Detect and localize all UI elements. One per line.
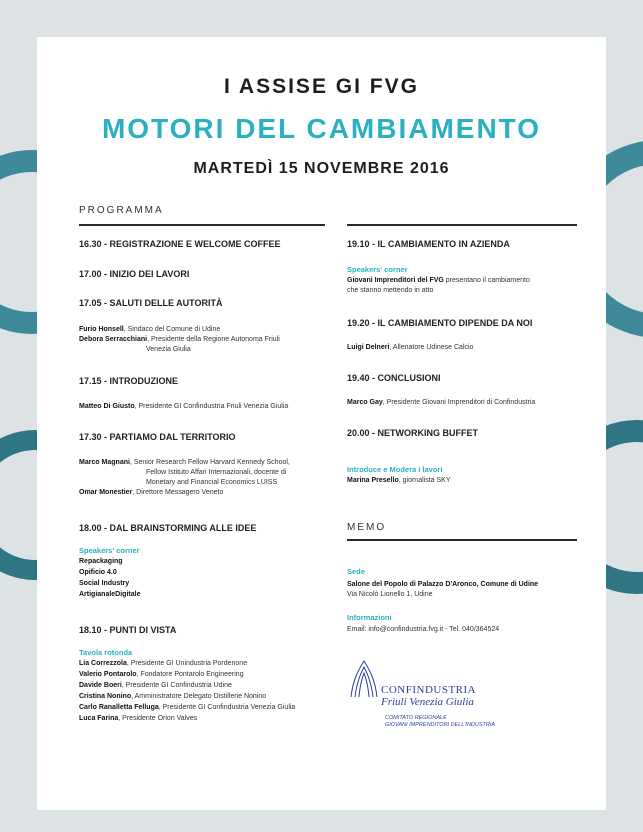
speaker <box>79 458 290 468</box>
speaker-name: Matteo Di Giusto <box>79 403 135 410</box>
section-subtitle: Speakers' corner <box>347 265 408 274</box>
schedule-item: 19.20 - IL CAMBIAMENTO DIPENDE DA NOI <box>347 318 533 328</box>
program-label: PROGRAMMA <box>79 205 164 216</box>
schedule-item: 16.30 - REGISTRAZIONE E WELCOME COFFEE <box>79 239 281 249</box>
speaker-role: presentano il cambiamento <box>443 277 530 284</box>
logo-name: CONFINDUSTRIA <box>381 684 477 696</box>
speaker <box>79 335 280 345</box>
speaker <box>79 325 220 335</box>
speaker-role: , Presidente GI Unindustria Pordenone <box>126 660 248 667</box>
speaker-role: , Senior Research Fellow Harvard Kennedy School, <box>129 459 290 466</box>
schedule-item: 19.40 - CONCLUSIONI <box>347 373 441 383</box>
section-subtitle: Sede <box>347 567 365 576</box>
list-item: Social Industry <box>79 580 130 587</box>
section-subtitle: Informazioni <box>347 613 392 622</box>
speaker <box>79 692 266 702</box>
speaker <box>347 343 473 353</box>
schedule-item: 17.05 - SALUTI DELLE AUTORITÀ <box>79 298 223 308</box>
divider <box>79 224 325 226</box>
logo-mark-icon <box>349 659 379 699</box>
schedule-item: 19.10 - IL CAMBIAMENTO IN AZIENDA <box>347 239 510 249</box>
schedule-item: 17.15 - INTRODUZIONE <box>79 376 179 386</box>
divider <box>347 539 577 541</box>
list-item: Opificio 4.0 <box>79 569 117 576</box>
speaker <box>79 714 197 724</box>
speaker-role: che stanno mettendo in atto <box>347 287 434 294</box>
divider <box>347 224 577 226</box>
section-subtitle: Introduce e Modera i lavori <box>347 465 443 474</box>
schedule-item: 17.00 - INIZIO DEI LAVORI <box>79 269 190 279</box>
logo-subtitle: COMITATO REGIONALE <box>385 715 447 721</box>
speaker-role: Monetary and Financial Economics LUISS <box>146 479 278 486</box>
speaker-name: Cristina Nonino <box>79 693 132 700</box>
speaker <box>347 476 451 486</box>
speaker-name: Carlo Ranalletta Felluga <box>79 704 159 711</box>
speaker-name: Omar Monestier <box>79 489 133 496</box>
speaker-name: Davide Boeri <box>79 682 122 689</box>
speaker-role: Venezia Giulia <box>146 346 191 353</box>
speaker-name: Giovani Imprenditori del FVG <box>347 277 444 284</box>
speaker-role: , Presidente della Regione Autonoma Friuli <box>147 336 280 343</box>
speaker-role: , Direttore Messagero Veneto <box>132 489 224 496</box>
speaker-role: , Presidente GI Confindustria Udine <box>121 682 232 689</box>
schedule-item: 18.00 - DAL BRAINSTORMING ALLE IDEE <box>79 523 257 533</box>
speaker <box>79 670 244 680</box>
logo-region: Friuli Venezia Giulia <box>381 696 474 708</box>
speaker-role: , Presidente GI Confindustria Venezia Giulia <box>158 704 296 711</box>
contact-info: Email: info@confindustria.fvg.it - Tel. 040/364524 <box>347 626 500 633</box>
speaker-name: Debora Serracchiani <box>79 336 148 343</box>
speaker-role: , Presidente Giovani Imprenditori di Confindustria <box>382 399 536 406</box>
speaker-name: Lia Correzzola <box>79 660 127 667</box>
speaker-role: , Presidente Orion Valves <box>118 715 198 722</box>
event-date: MARTEDÌ 15 NOVEMBRE 2016 <box>193 160 450 177</box>
speaker-role: , Presidente GI Confindustria Friuli Venezia Giulia <box>134 403 289 410</box>
speaker-role: , Sindaco del Comune di Udine <box>123 326 221 333</box>
speaker-role: , Amministratore Delegato Distillerie Nonino <box>131 693 267 700</box>
speaker-role: , Fondatore Pontarolo Engineering <box>136 671 244 678</box>
venue-address: Via Nicolò Lionello 1, Udine <box>347 591 433 598</box>
speaker <box>79 681 232 691</box>
speaker-name: Luca Farina <box>79 715 119 722</box>
schedule-item: 17.30 - PARTIAMO DAL TERRITORIO <box>79 432 236 442</box>
list-item: Repackaging <box>79 558 123 565</box>
program-sheet <box>37 37 606 810</box>
speaker <box>347 398 535 408</box>
speaker-role: , giornalista SKY <box>398 477 451 484</box>
memo-label: MEMO <box>347 522 387 533</box>
event-title: I ASSISE GI FVG <box>224 75 419 98</box>
list-item: ArtigianaleDigitale <box>79 591 141 598</box>
speaker <box>79 659 247 669</box>
speaker <box>79 703 295 713</box>
speaker-name: Luigi Delneri <box>347 344 390 351</box>
speaker-role: Fellow Istituto Affari Internazionali, docente di <box>146 469 287 476</box>
speaker <box>347 276 530 286</box>
logo-subtitle: GIOVANI IMPRENDITORI DELL'INDUSTRIA <box>385 722 496 728</box>
schedule-item: 18.10 - PUNTI DI VISTA <box>79 625 177 635</box>
speaker-name: Marina Presello <box>347 477 399 484</box>
event-subtitle: MOTORI DEL CAMBIAMENTO <box>101 113 542 144</box>
speaker-name: Valerio Pontarolo <box>79 671 137 678</box>
venue-name: Salone del Popolo di Palazzo D'Aronco, Comune di Udine <box>347 581 539 588</box>
confindustria-logo <box>349 659 529 739</box>
section-subtitle: Tavola rotonda <box>79 648 133 657</box>
section-subtitle: Speakers' corner <box>79 546 140 555</box>
speaker-name: Marco Magnani <box>79 459 130 466</box>
speaker-role: , Allenatore Udinese Calcio <box>389 344 474 351</box>
speaker <box>79 488 223 498</box>
speaker-name: Furio Honsell <box>79 326 124 333</box>
speaker <box>79 402 288 412</box>
schedule-item: 20.00 - NETWORKING BUFFET <box>347 428 479 438</box>
speaker-name: Marco Gay <box>347 399 383 406</box>
